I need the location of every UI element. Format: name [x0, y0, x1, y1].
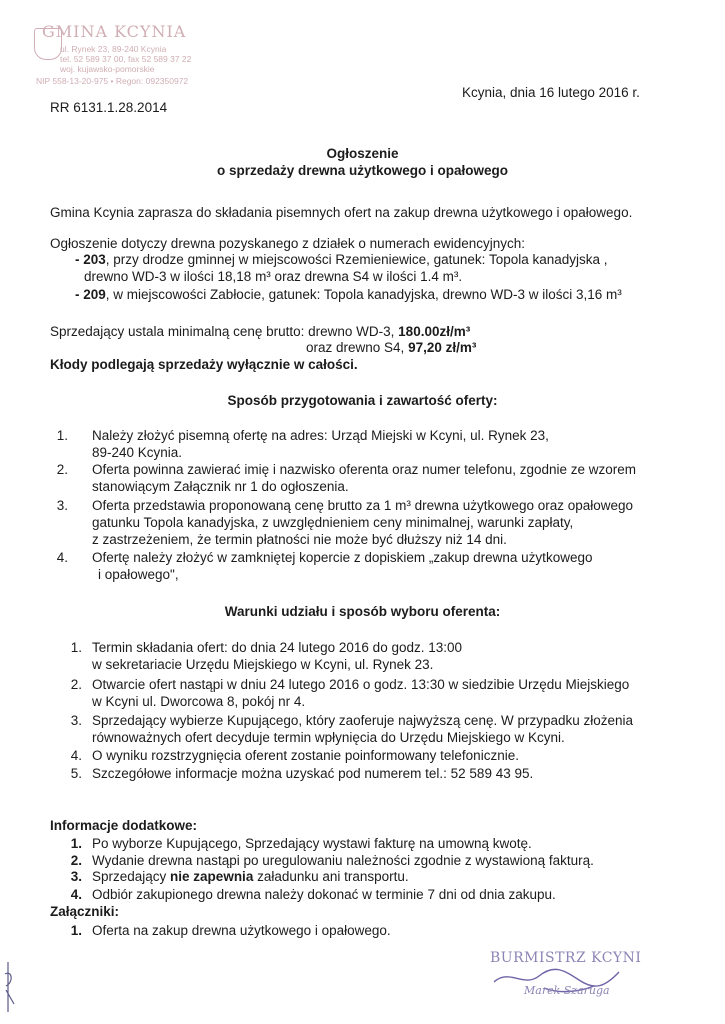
mayor-signature-stamp	[484, 950, 644, 1010]
list-item-cont: i opałowego",	[98, 567, 179, 582]
list-number: 1.	[70, 836, 82, 851]
list-number: 3.	[70, 869, 82, 884]
list-item-cont: z zastrzeżeniem, że termin płatności nie może być dłuższy niż 14 dni.	[92, 532, 507, 547]
list-item: Termin składania ofert: do dnia 24 lutego 2016 do godz. 13:00	[92, 640, 463, 655]
list-number: 2.	[56, 462, 68, 477]
price-label: oraz drewno S4,	[306, 340, 409, 355]
plot-number: - 203	[75, 252, 106, 267]
list-number: 3.	[70, 713, 82, 728]
section-heading-offer: Sposób przygotowania i zawartość oferty:	[227, 393, 498, 408]
list-number: 2.	[70, 677, 82, 692]
list-item: Odbiór zakupionego drewna należy dokonać w terminie 7 dni od dnia zakupu.	[92, 887, 556, 902]
intro-paragraph: Gmina Kcynia zaprasza do składania pisemnych ofert na zakup drewna użytkowego i opałowego.	[50, 205, 633, 220]
stamp-line: NIP 558-13-20-975 • Regon: 092350972	[36, 76, 189, 86]
attachments-heading: Załączniki:	[50, 904, 120, 919]
stamp-line: woj. kujawsko-pomorskie	[60, 64, 155, 74]
list-number: 2.	[70, 853, 82, 868]
list-item-cont: w sekretariacie Urzędu Miejskiego w Kcyni, ul. Rynek 23.	[92, 657, 434, 672]
plot-203-details: drewno WD-3 w ilości 18,18 m³ oraz drewna S4 w ilości 1.4 m³.	[84, 269, 463, 284]
list-item: Oferta powinna zawierać imię i nazwisko oferenta oraz numer telefonu, zgodnie ze wzorem	[92, 462, 637, 477]
list-item-cont: 89-240 Kcynia.	[92, 445, 183, 460]
additional-info-heading: Informacje dodatkowe:	[50, 818, 198, 833]
plot-209	[75, 287, 622, 303]
price-value: 180.00zł/m³	[398, 324, 471, 339]
section-heading-conditions: Warunki udziału i sposób wyboru oferenta:	[224, 604, 501, 619]
list-item: Otwarcie ofert nastąpi w dniu 24 lutego 2016 o godz. 13:30 w siedzibie Urzędu Miejskiego	[92, 677, 630, 692]
list-number: 4.	[70, 748, 82, 763]
list-number: 3.	[56, 498, 68, 513]
price-line-wd3	[50, 324, 470, 340]
list-item-cont: gatunku Topola kanadyjska, z uwzględnieniem ceny minimalnej, warunki zapłaty,	[92, 515, 574, 530]
list-item: Oferta na zakup drewna użytkowego i opałowego.	[92, 923, 391, 938]
stamp-title: GMINA KCYNIA	[42, 22, 187, 41]
plot-number: - 209	[75, 287, 106, 302]
document-title: Ogłoszenie	[326, 146, 399, 161]
handwritten-initial-icon	[2, 960, 18, 1014]
list-item-cont: stanowiącym Załącznik nr 1 do ogłoszenia.	[92, 479, 349, 494]
list-item: Po wyborze Kupującego, Sprzedający wystawi fakturę na umowną kwotę.	[92, 836, 532, 851]
list-item: Oferta przedstawia proponowaną cenę brutto za 1 m³ drewna użytkowego oraz opałowego	[92, 498, 634, 513]
price-value: 97,20 zł/m³	[408, 340, 477, 355]
list-number: 4.	[56, 550, 68, 565]
list-item: Sprzedający wybierze Kupującego, który zaoferuje najwyższą cenę. W przypadku złożenia	[92, 713, 634, 728]
price-line-s4	[306, 340, 476, 356]
mayor-stamp-title: BURMISTRZ KCYNI	[490, 950, 642, 966]
list-number: 1.	[56, 428, 68, 443]
plots-lead: Ogłoszenie dotyczy drewna pozyskanego z działek o numerach ewidencyjnych:	[50, 236, 526, 251]
list-item: Należy złożyć pisemną ofertę na adres: Urząd Miejski w Kcyni, ul. Rynek 23,	[92, 428, 549, 443]
reference-number: RR 6131.1.28.2014	[50, 100, 168, 115]
document-subtitle: o sprzedaży drewna użytkowego i opałowego	[216, 163, 509, 178]
list-item: O wyniku rozstrzygnięcia oferent zostanie poinformowany telefonicznie.	[92, 748, 519, 763]
logs-note: Kłody podlegają sprzedaży wyłącznie w całości.	[50, 357, 358, 372]
stamp-line: ul. Rynek 23, 89-240 Kcynia	[60, 44, 167, 54]
list-number: 5.	[70, 766, 82, 781]
list-item: Wydanie drewna nastąpi po uregulowaniu należności zgodnie z wystawioną fakturą.	[92, 853, 594, 868]
list-number: 1.	[70, 640, 82, 655]
price-label: Sprzedający ustala minimalną cenę brutto: drewno WD-3,	[50, 324, 399, 339]
mayor-name: Marek Szaruga	[524, 984, 610, 997]
plot-description: , w miejscowości Zabłocie, gatunek: Topola kanadyjska, drewno WD-3 w ilości 3,16 m³	[105, 287, 622, 302]
list-item-cont: równoważnych ofert decyduje termin wpłynięcia do Urzędu Miejskiego w Kcyni.	[92, 730, 565, 745]
plot-description: , przy drodze gminnej w miejscowości Rzemieniewice, gatunek: Topola kanadyjska ,	[105, 252, 608, 267]
text-emphasis: nie zapewnia	[170, 869, 254, 884]
place-date: Kcynia, dnia 16 lutego 2016 r.	[462, 85, 640, 100]
list-item: Ofertę należy złożyć w zamkniętej kopercie z dopiskiem „zakup drewna użytkowego	[92, 550, 593, 565]
plot-203	[75, 252, 608, 268]
stamp-line: tel. 52 589 37 00, fax 52 589 37 22	[60, 54, 192, 64]
text-part: załadunku ani transportu.	[253, 869, 409, 884]
list-item	[92, 869, 409, 885]
office-stamp	[30, 22, 210, 92]
text-part: Sprzedający	[92, 869, 171, 884]
list-number: 1.	[70, 923, 82, 938]
list-item-cont: w Kcyni ul. Dworcowa 8, pokój nr 4.	[92, 694, 306, 709]
list-number: 4.	[70, 887, 82, 902]
list-item: Szczegółowe informacje można uzyskać pod numerem tel.: 52 589 43 95.	[92, 766, 534, 781]
